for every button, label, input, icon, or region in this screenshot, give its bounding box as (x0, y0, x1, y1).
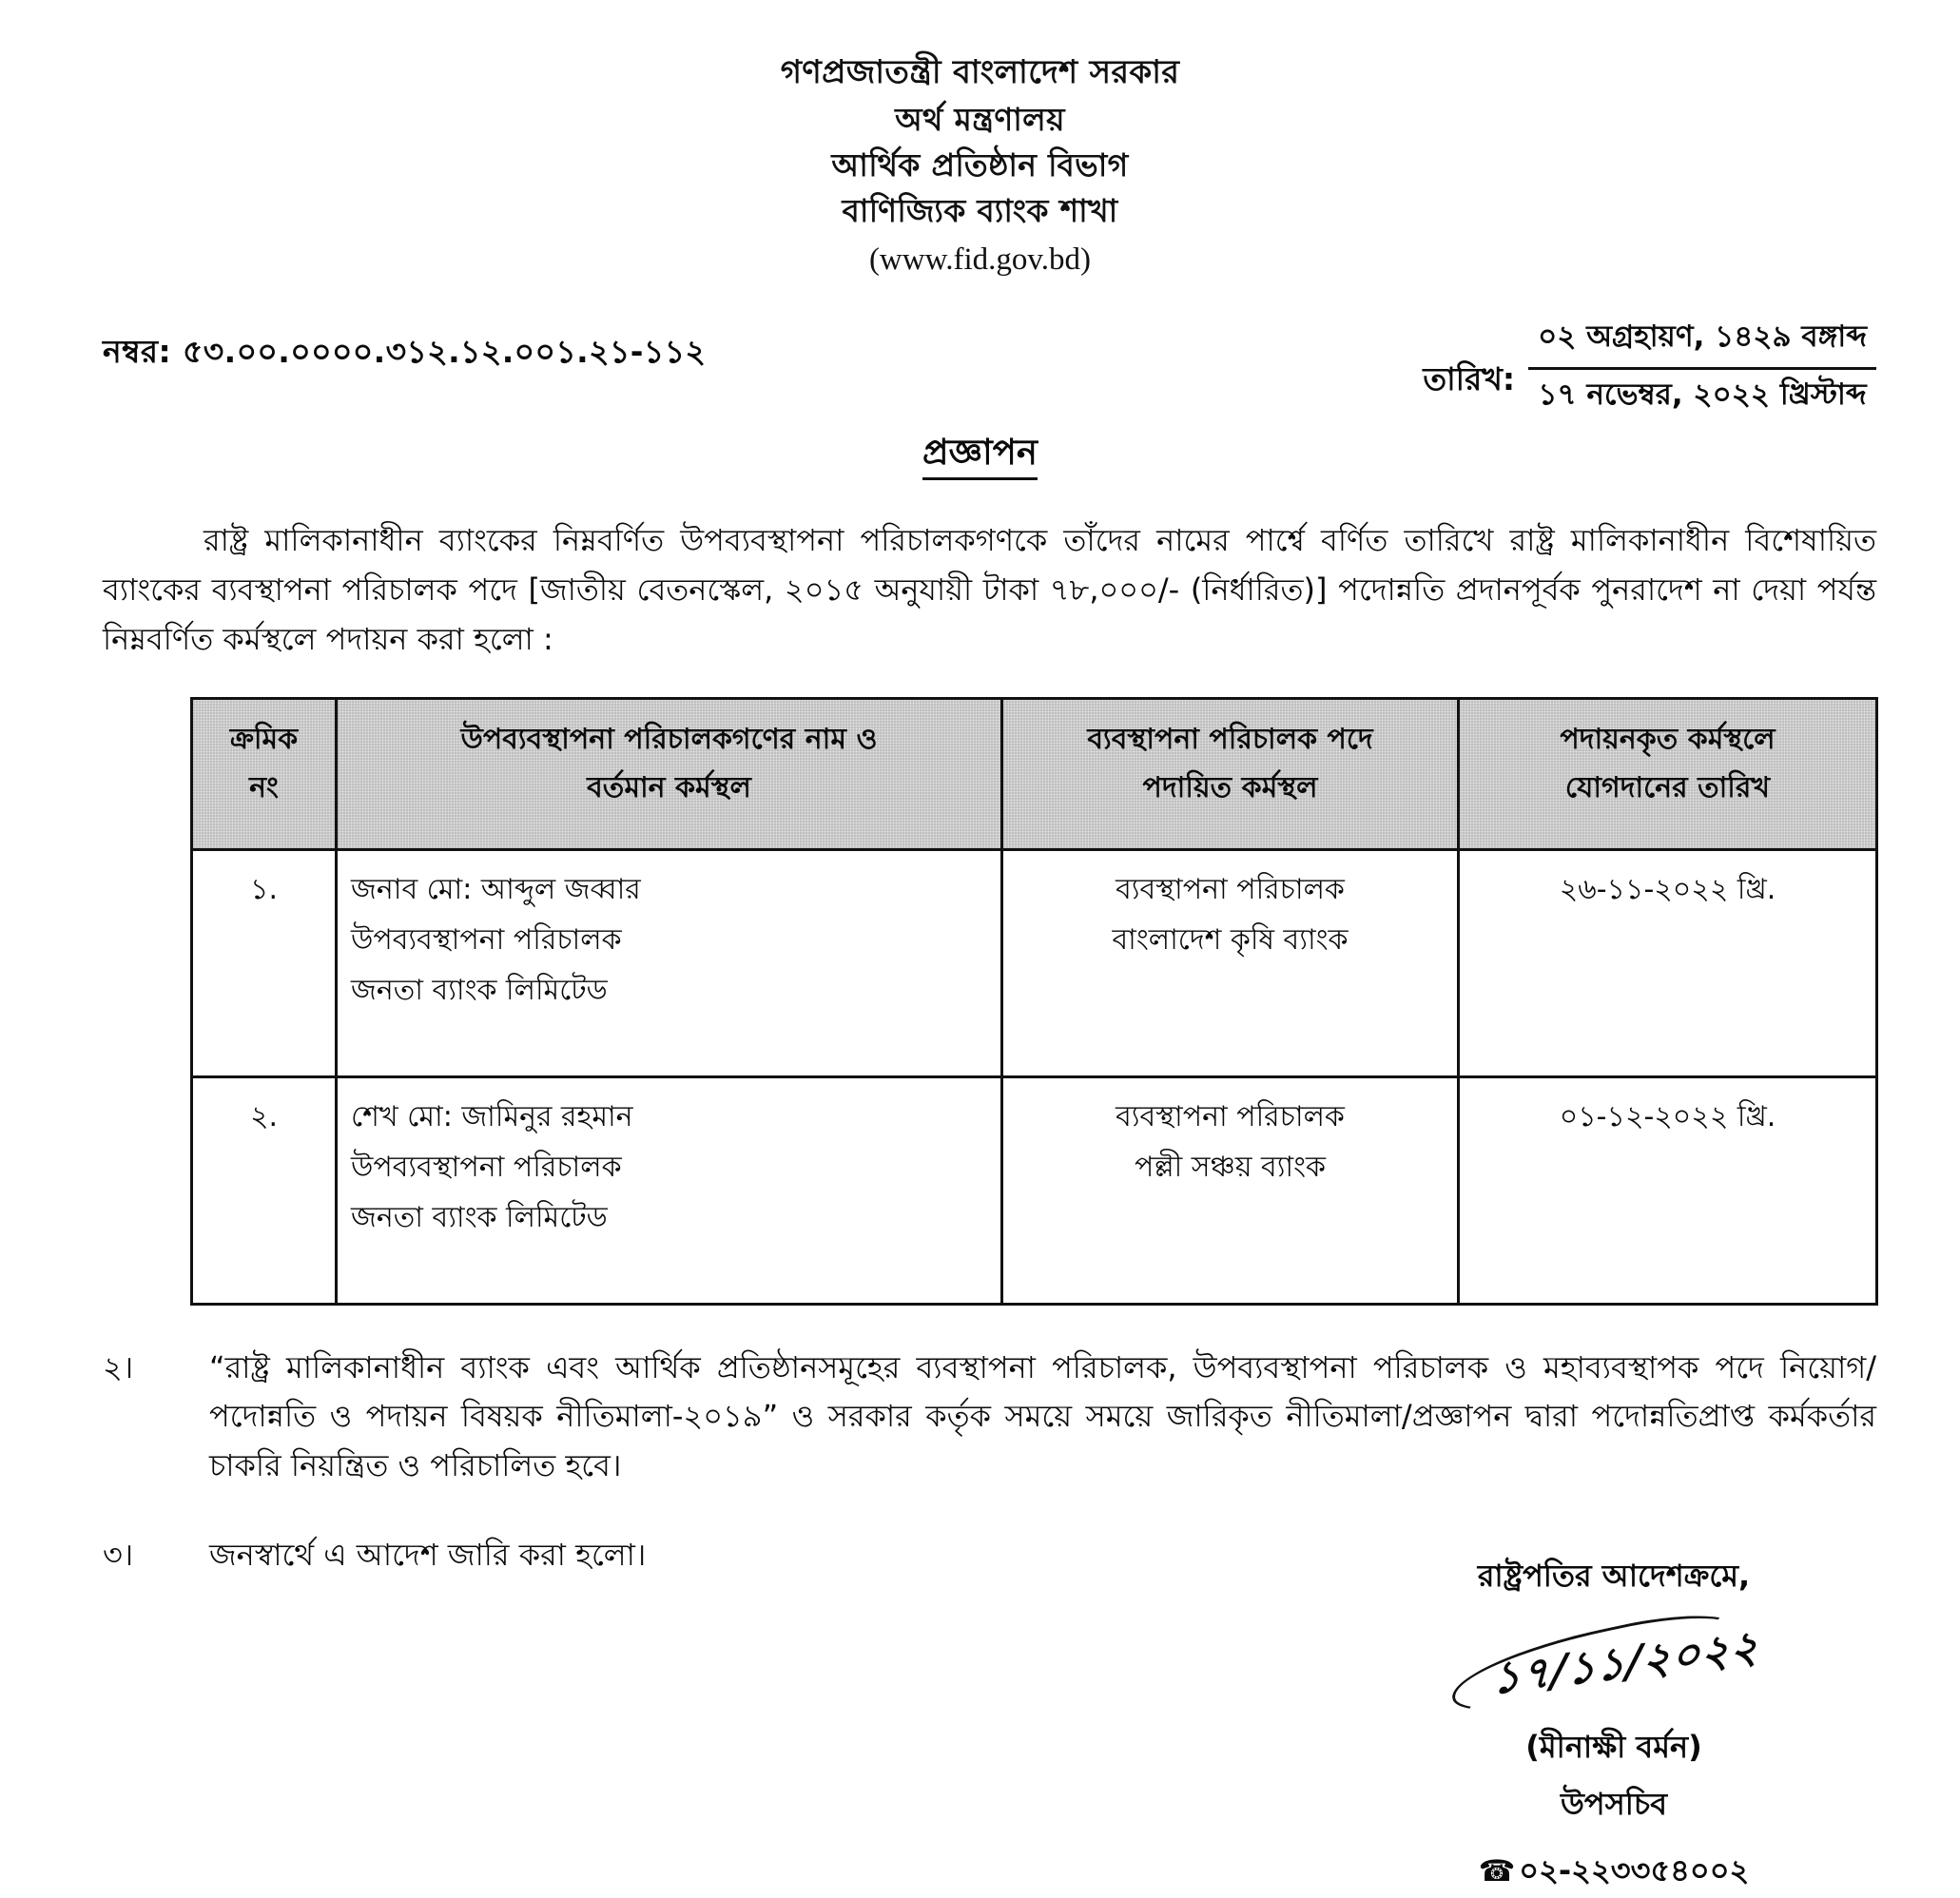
posting-table (190, 697, 1878, 1306)
column-header-joining-date: পদায়নকৃত কর্মস্থলে যোগদানের তারিখ (1459, 698, 1877, 849)
paragraph-2-text: “রাষ্ট্র মালিকানাধীন ব্যাংক এবং আর্থিক প্রতিষ্ঠানসমূহের ব্যবস্থাপনা পরিচালক, উপব্যবস্থাপনা পরিচালক ও মহাব্যবস্থাপক পদে নিয়োগ/পদোন্নতি ও পদায়ন বিষয়ক নীতিমালা-২০১৯” ও সরকার কর্তৃক সময়ে সময়ে জারিকৃত নীতিমালা/প্রজ্ঞাপন দ্বারা পদোন্নতিপ্রাপ্ত কর্মকর্তার চাকরি নিয়ন্ত্রিত ও পরিচালিত হবে। (209, 1348, 1876, 1484)
signature-block (1367, 1552, 1861, 1898)
date-values (1528, 312, 1876, 425)
cell-serial: ১. (192, 849, 337, 1076)
paragraph-1: রাষ্ট্র মালিকানাধীন ব্যাংকের নিম্নবর্ণিত উপব্যবস্থাপনা পরিচালকগণকে তাঁদের নামের পার্শ্বে বর্ণিত তারিখে রাষ্ট্র মালিকানাধীন বিশেষায়িত ব্যাংকের ব্যবস্থাপনা পরিচালক পদে [জাতীয় বেতনস্কেল, ২০১৫ অনুযায়ী টাকা ৭৮,০০০/- (নির্ধারিত)] পদোন্নতি প্রদানপূর্বক পুনরাদেশ না দেয়া পর্যন্ত নিম্নবর্ণিত কর্মস্থলে পদায়ন করা হলো : (103, 522, 1876, 657)
date-label: তারিখ: (1423, 359, 1516, 397)
ministry-name: অর্থ মন্ত্রণালয় (895, 100, 1065, 138)
date-bangla: ০২ অগ্রহায়ণ, ১৪২৯ বঙ্গাব্দ (1538, 320, 1867, 355)
column-header-name-current-workplace: উপব্যবস্থাপনা পরিচালকগণের নাম ও বর্তমান কর্মস্থল (337, 698, 1002, 849)
telephone-icon: ☎ (1478, 1854, 1516, 1888)
cell-officer-details: শেখ মো: জামিনুর রহমান উপব্যবস্থাপনা পরিচালক জনতা ব্যাংক লিমিটেড (337, 1076, 1002, 1304)
paragraph-3-number: ৩। (103, 1537, 134, 1574)
cell-joining-date: ০১-১২-২০২২ খ্রি. (1459, 1076, 1877, 1304)
signatory-phone (1367, 1847, 1861, 1898)
table-row (192, 849, 1877, 1076)
date-gregorian: ১৭ নভেম্বর, ২০২২ খ্রিস্টাব্দ (1538, 378, 1867, 413)
signatory-designation: উপসচিব (1560, 1786, 1668, 1822)
letterhead (0, 0, 1960, 278)
memo-number: নম্বর: ৫৩.০০.০০০০.৩১২.১২.০০১.২১-১১২ (103, 333, 707, 371)
table-row (192, 1076, 1877, 1304)
posting-table-wrapper (190, 697, 1876, 1306)
phone-number: ০২-২২৩৩৫৪০০২ (1519, 1852, 1750, 1888)
cell-new-posting: ব্যবস্থাপনা পরিচালক বাংলাদেশ কৃষি ব্যাংক (1002, 849, 1459, 1076)
signature-date-text: ১৭/১১/২০২২ (1490, 1619, 1760, 1705)
by-order-of-president: রাষ্ট্রপতির আদেশক্রমে, (1477, 1558, 1751, 1594)
cell-officer-details: জনাব মো: আব্দুল জব্বার উপব্যবস্থাপনা পরিচালক জনতা ব্যাংক লিমিটেড (337, 849, 1002, 1076)
paragraph-3-text: জনস্বার্থে এ আদেশ জারি করা হলো। (209, 1537, 647, 1574)
cell-joining-date: ২৬-১১-২০২২ খ্রি. (1459, 849, 1877, 1076)
memo-date-group (1423, 312, 1876, 425)
branch-name: বাণিজ্যিক ব্যাংক শাখা (842, 191, 1118, 229)
memo-line (0, 310, 1960, 413)
cell-new-posting: ব্যবস্থাপনা পরিচালক পল্লী সঞ্চয় ব্যাংক (1002, 1076, 1459, 1304)
government-name: গণপ্রজাতন্ত্রী বাংলাদেশ সরকার (780, 53, 1180, 91)
page-title (0, 424, 1960, 484)
column-header-new-posting: ব্যবস্থাপনা পরিচালক পদে পদায়িত কর্মস্থল (1002, 698, 1459, 849)
website-url: (www.fid.gov.bd) (868, 242, 1092, 278)
paragraph-2 (103, 1344, 1876, 1491)
column-header-serial: ক্রমিক নং (192, 698, 337, 849)
paragraph-2-number: ২। (103, 1348, 134, 1385)
signatory-name: (মীনাক্ষী বর্মন) (1525, 1729, 1702, 1765)
handwritten-signature (1367, 1613, 1861, 1717)
page-title-text: প্রজ্ঞাপন (922, 432, 1038, 480)
division-name: আর্থিক প্রতিষ্ঠান বিভাগ (831, 145, 1129, 184)
cell-serial: ২. (192, 1076, 337, 1304)
table-header-row (192, 698, 1877, 849)
